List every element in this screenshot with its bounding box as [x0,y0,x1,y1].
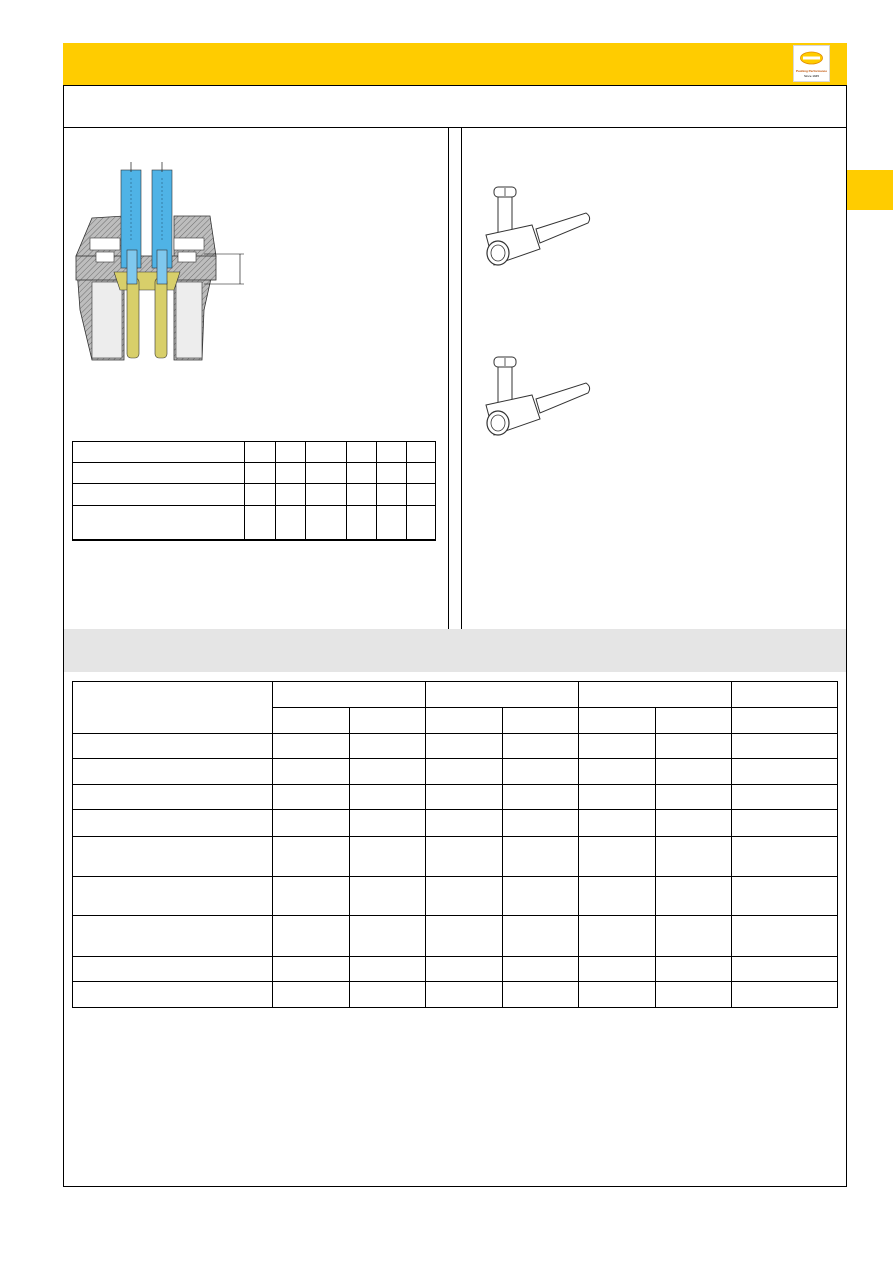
table-row [73,877,838,916]
main-spec-table [72,681,838,1008]
side-tab-marker [847,170,893,210]
table-header-cell [579,682,732,708]
column-divider-left [448,127,449,629]
logo-since: Since 1945 [803,74,819,78]
table-header-cell [426,682,579,708]
table-header-cell [732,682,838,708]
table-cell [73,484,245,506]
table-row [73,506,436,540]
logo-mark-icon [794,48,829,70]
table-row [73,484,436,506]
column-divider-right [461,127,462,629]
table-row [73,810,838,837]
table-row [73,785,838,810]
table-row [73,916,838,957]
connector-cross-section-icon [70,160,250,362]
screw-terminal-icon [480,185,595,290]
table-row [73,982,838,1008]
small-spec-table [72,441,436,540]
table-cell [73,463,245,484]
table-row [73,837,838,877]
table-row [73,734,838,759]
screw-terminal-icon [480,355,595,460]
table-cell [73,442,245,463]
table-row [73,759,838,785]
company-logo [793,45,830,82]
header-bar [63,43,847,85]
small-table-bottom-rule [72,540,436,541]
title-divider [63,127,847,128]
table-header-cell [273,682,426,708]
table-row [73,442,436,463]
table-cell [73,506,245,540]
table-header-cell [73,682,273,734]
table-header-row [73,682,838,708]
logo-tagline: Pushing Performance [795,69,827,73]
table-row [73,463,436,484]
section-band [64,629,846,672]
table-row [73,957,838,982]
